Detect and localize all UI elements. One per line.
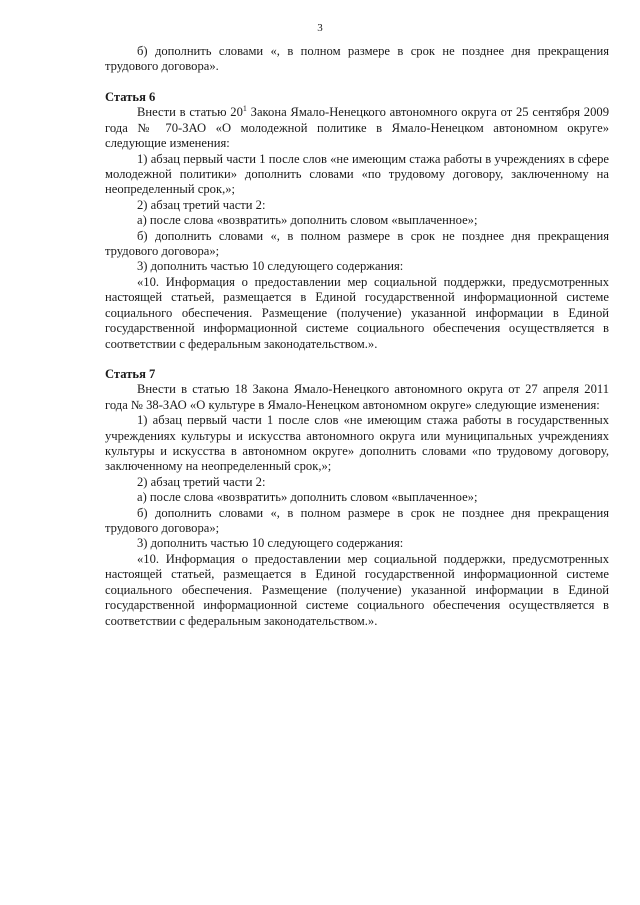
article-7-item-2: 2) абзац третий части 2: [137,474,266,489]
page-number: 3 [317,22,323,34]
article-6-item-2: 2) абзац третий части 2: [137,197,266,212]
article-7-item-1: 1) абзац первый части 1 после слов «не имеющим стажа работы в государственных учреждениях культуры и искусства автономного округа или муниципальных учреждениях культуры и искусства в автономном округе» дополнить словами «по трудовому договору, заключенному на неопределенный срок,»; [105,413,609,474]
article-6-item-3-text: «10. Информация о предоставлении мер социальной поддержки, предусмотренных настоящей статьей, размещается в Единой государственной информационной системе социального обеспечения. Размещение (получение) указанной информации в Единой государственной информационной системе социального обеспечения осуществляется в соответствии с федеральным законодательством.». [105,274,609,351]
article-7-item-3-text: «10. Информация о предоставлении мер социальной поддержки, предусмотренных настоящей статьей, размещается в Единой государственной информационной системе социального обеспечения. Размещение (получение) указанной информации в Единой государственной информационной системе социального обеспечения осуществляется в соответствии с федеральным законодательством.». [105,551,609,628]
article-6 [105,90,609,352]
article-6-heading: Статья 6 [105,90,156,104]
intro-block [105,44,609,75]
article-6-item-2a: а) после слова «возвратить» дополнить словом «выплаченное»; [137,213,478,228]
article-6-lead-end: Закона Ямало-Ненецкого автономного округа от 25 сентября 2009 года № 70-ЗАО «О молодежной политике в Ямало-Ненецком автономном округе» следующие изменения: [105,105,609,151]
article-6-item-2b: б) дополнить словами «, в полном размере в срок не позднее дня прекращения трудового договора»; [105,228,609,259]
article-6-lead-superscript: 1 [242,104,247,114]
article-6-lead [105,105,609,151]
article-7-heading: Статья 7 [105,367,156,381]
intro-item-b: б) дополнить словами «, в полном размере в срок не позднее дня прекращения трудового договора». [105,44,609,74]
article-7-lead: Внести в статью 18 Закона Ямало-Ненецкого автономного округа от 27 апреля 2011 года № 38-ЗАО «О культуре в Ямало-Ненецком автономном округе» следующие изменения: [105,382,609,412]
article-7-item-3: 3) дополнить частью 10 следующего содержания: [137,536,404,551]
article-6-item-3: 3) дополнить частью 10 следующего содержания: [137,259,404,274]
article-7 [105,367,609,629]
article-6-lead-start: Внести в статью 20 [137,105,243,120]
article-7-item-2b: б) дополнить словами «, в полном размере в срок не позднее дня прекращения трудового договора»; [105,505,609,536]
article-6-item-1: 1) абзац первый части 1 после слов «не имеющим стажа работы в учреждениях в сфере молодежной политики» дополнить словами «по трудовому договору, заключенному на неопределенный срок,»; [105,151,609,197]
article-7-item-2a: а) после слова «возвратить» дополнить словом «выплаченное»; [137,490,478,505]
